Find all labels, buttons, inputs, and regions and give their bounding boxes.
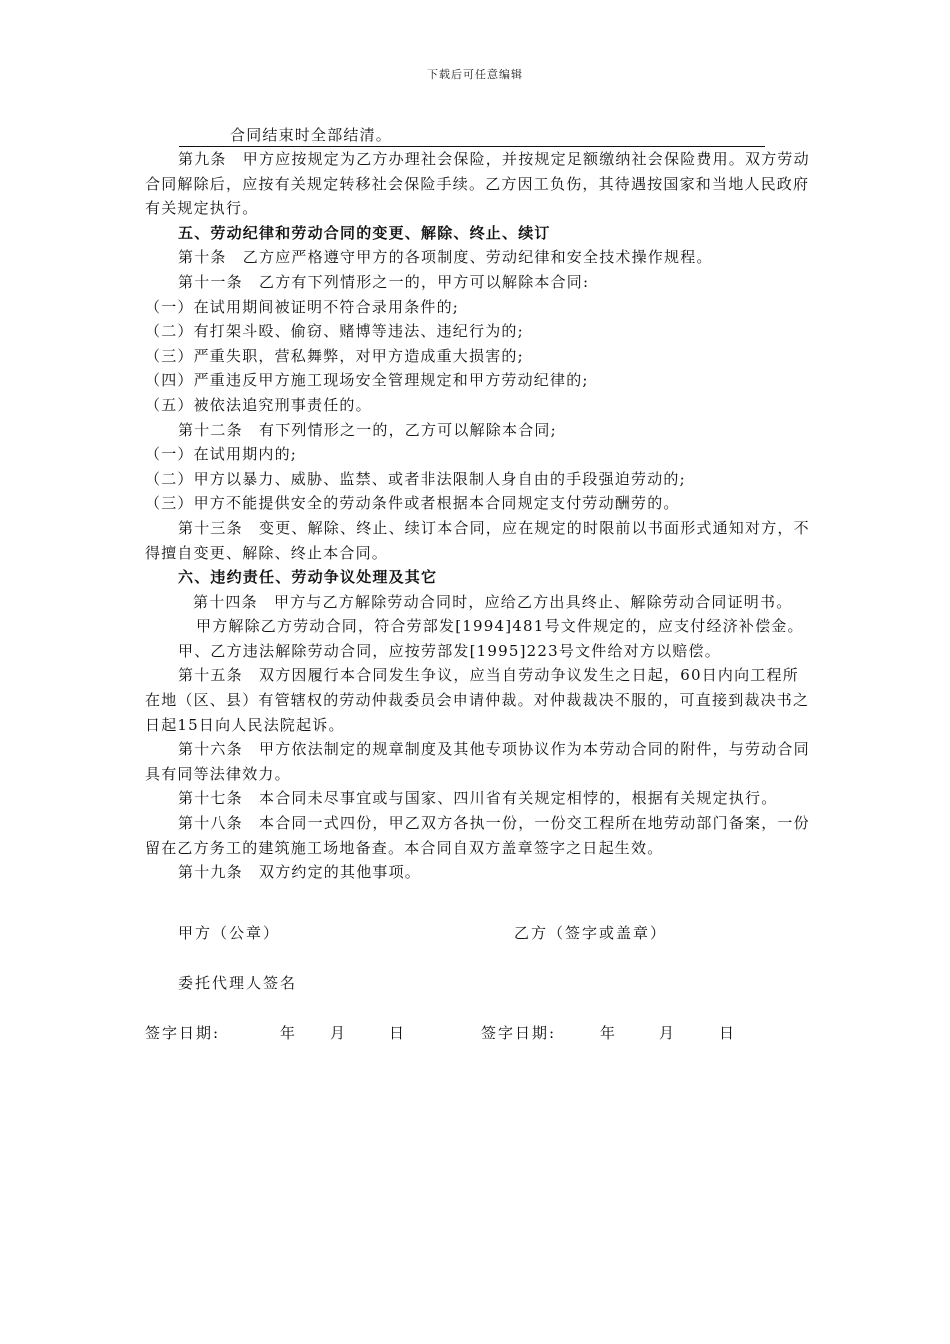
party-a-day: 日 [389,1024,407,1042]
party-b-year: 年 [600,1024,618,1042]
contract-body [145,124,810,885]
paragraph-settlement: 合同结束时全部结清。 [179,124,765,147]
party-b-signature-label: 乙方（签字或盖章） [514,924,668,942]
article-12-item-3: （三）甲方不能提供安全的劳动条件或者根据本合同规定支付劳动酬劳的。 [145,494,680,513]
article-12: 第十二条 有下列情形之一的，乙方可以解除本合同; [178,420,557,439]
article-12-item-1: （一）在试用期内的; [145,445,298,464]
section-6-heading: 六、违约责任、劳动争议处理及其它 [178,568,438,587]
party-a-month: 月 [330,1024,348,1042]
party-b-month: 月 [659,1024,677,1042]
party-a-date-label: 签字日期: [145,1024,221,1042]
article-11-item-3: （三）严重失职，营私舞弊，对甲方造成重大损害的; [145,346,524,365]
party-a-seal-label: 甲方（公章） [178,924,281,942]
article-11-item-1: （一）在试用期间被证明不符合录用条件的; [145,297,460,316]
party-b-date-label: 签字日期: [481,1024,557,1042]
party-b-day: 日 [719,1024,737,1042]
article-16: 第十六条 甲方依法制定的规章制度及其他专项协议作为本劳动合同的附件，与劳动合同具有同等法律效力。 [145,740,810,783]
article-14: 第十四条 甲方与乙方解除劳动合同时，应给乙方出具终止、解除劳动合同证明书。 [193,592,793,611]
article-11: 第十一条 乙方有下列情形之一的，甲方可以解除本合同: [178,272,590,291]
article-17: 第十七条 本合同未尽事宜或与国家、四川省有关规定相悖的，根据有关规定执行。 [178,789,778,808]
article-9: 第九条 甲方应按规定为乙方办理社会保险，并按规定足额缴纳社会保险费用。双方劳动合同解除后，应按有关规定转移社会保险手续。乙方因工负伤，其待遇按国家和当地人民政府有关规定执行。 [145,150,810,218]
article-15: 第十五条 双方因履行本合同发生争议，应当自劳动争议发生之日起，60日内向工程所在地（区、县）有管辖权的劳动仲裁委员会申请仲裁。对仲裁裁决不服的，可直接到裁决书之日起15日向人民法院起诉。 [145,666,810,734]
article-11-item-5: （五）被依法追究刑事责任的。 [145,395,372,414]
section-5-heading: 五、劳动纪律和劳动合同的变更、解除、终止、续订 [178,223,551,242]
article-14-damages: 甲、乙方违法解除劳动合同，应按劳部发[1995]223号文件给对方以赔偿。 [178,641,721,660]
article-13: 第十三条 变更、解除、终止、续订本合同，应在规定的时限前以书面形式通知对方，不得擅自变更、解除、终止本合同。 [145,518,810,562]
agent-signature-label: 委托代理人签名 [178,974,298,992]
article-10: 第十条 乙方应严格遵守甲方的各项制度、劳动纪律和安全技术操作规程。 [178,248,713,267]
article-14-compensation: 甲方解除乙方劳动合同，符合劳部发[1994]481号文件规定的，应支付经济补偿金。 [196,617,804,636]
party-a-year: 年 [280,1024,298,1042]
article-18: 第十八条 本合同一式四份，甲乙双方各执一份，一份交工程所在地劳动部门备案，一份留在乙方务工的建筑施工场地备查。本合同自双方盖章签字之日起生效。 [145,814,810,857]
article-12-item-2: （二）甲方以暴力、威胁、监禁、或者非法限制人身自由的手段强迫劳动的; [145,469,686,488]
article-19: 第十九条 双方约定的其他事项。 [178,863,422,882]
page-header: 下载后可任意编辑 [427,68,523,81]
article-11-item-2: （二）有打架斗殴、偷窃、赌博等违法、违纪行为的; [145,322,524,341]
article-11-item-4: （四）严重违反甲方施工现场安全管理规定和甲方劳动纪律的; [145,371,589,390]
